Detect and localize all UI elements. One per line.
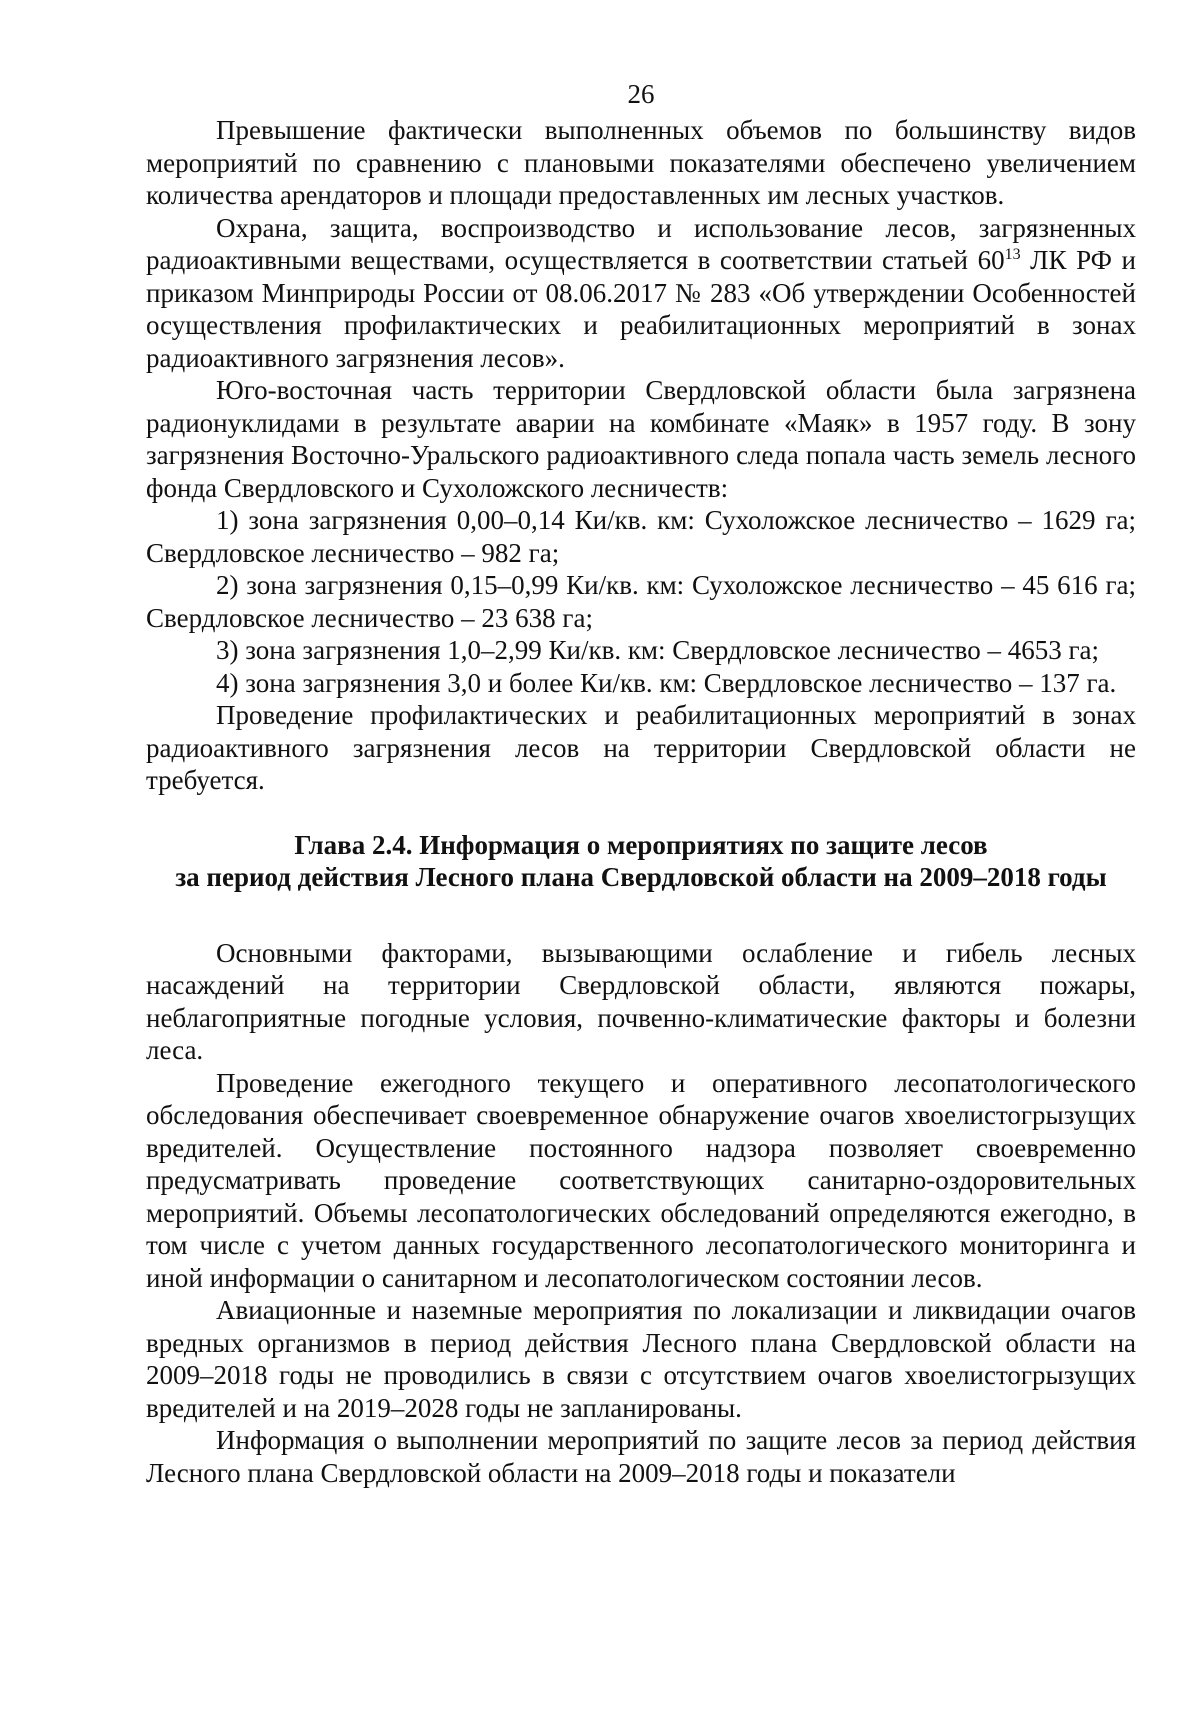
- paragraph-mayak-accident: Юго-восточная часть территории Свердловской области была загрязнена радионуклидами в результате аварии на комбинате «Маяк» в 1957 году. В зону загрязнения Восточно-Уральского радиоактивного следа попала часть земель лесного фонда Свердловского и Сухоложского лесничеств:: [146, 375, 1136, 503]
- page-number: 26: [627, 79, 655, 109]
- superscript: 13: [1004, 246, 1021, 263]
- paragraph-lease-excess: Превышение фактически выполненных объемов по большинству видов мероприятий по сравнению с плановыми показателями обеспечено увеличением количества арендаторов и площади предоставленных им лесных участков.: [146, 115, 1136, 210]
- paragraph-radioactive-forests: [146, 212, 1136, 375]
- list-item-zone-4: 4) зона загрязнения 3,0 и более Ки/кв. км: Свердловское лесничество – 137 га.: [216, 667, 1117, 698]
- list-item-zone-2: 2) зона загрязнения 0,15–0,99 Ки/кв. км: Сухоложское лесничество – 45 616 га; Свердловское лесничество – 23 638 га;: [146, 570, 1136, 633]
- list-item-zone-3: 3) зона загрязнения 1,0–2,99 Ки/кв. км: Свердловское лесничество – 4653 га;: [216, 635, 1099, 665]
- list-item-zone-1: 1) зона загрязнения 0,00–0,14 Ки/кв. км: Сухоложское лесничество – 1629 га; Свердловское лесничество – 982 га;: [146, 505, 1136, 568]
- paragraph-protection-info: Информация о выполнении мероприятий по защите лесов за период действия Лесного плана Свердловской области на 2009–2018 годы и показатели: [146, 1425, 1136, 1488]
- paragraph-forest-pathology-survey: Проведение ежегодного текущего и оперативного лесопатологического обследования обеспечивает своевременное обнаружение очагов хвоелистогрызущих вредителей. Осуществление постоянного надзора позволяет своевременно предусматривать проведение соответствующих санитарно-оздоровительных мероприятий. Объемы лесопатологических обследований определяются ежегодно, в том числе с учетом данных государственного лесопатологического мониторинга и иной информации о санитарном и лесопатологическом состоянии лесов.: [146, 1067, 1136, 1293]
- paragraph-main-factors: Основными факторами, вызывающими ослабление и гибель лесных насаждений на территории Свердловской области, являются пожары, неблагоприятные погодные условия, почвенно-климатические факторы и болезни леса.: [146, 937, 1136, 1065]
- document-page: [146, 78, 1136, 1489]
- paragraph-text: ЛК РФ и приказом Минприроды России от 08.06.2017 № 283 «Об утверждении Особенностей осуществления профилактических и реабилитационных мероприятий в зонах радиоактивного загрязнения лесов».: [146, 245, 1136, 373]
- paragraph-text: Охрана, защита, воспроизводство и использование лесов, загрязненных радиоактивными веществами, осуществляется в соответствии статьей 60: [146, 212, 1136, 275]
- paragraph-aviation-measures: Авиационные и наземные мероприятия по локализации и ликвидации очагов вредных организмов в период действия Лесного плана Свердловской области на 2009–2018 годы не проводились в связи с отсутствием очагов хвоелистогрызущих вредителей и на 2019–2028 годы не запланированы.: [146, 1295, 1136, 1423]
- chapter-heading: [146, 829, 1136, 893]
- chapter-heading-line-2: за период действия Лесного плана Свердловской области на 2009–2018 годы: [175, 861, 1107, 892]
- paragraph-not-required: Проведение профилактических и реабилитационных мероприятий в зонах радиоактивного загрязнения лесов на территории Свердловской области не требуется.: [146, 700, 1136, 795]
- chapter-heading-line-1: Глава 2.4. Информация о мероприятиях по защите лесов: [294, 829, 988, 860]
